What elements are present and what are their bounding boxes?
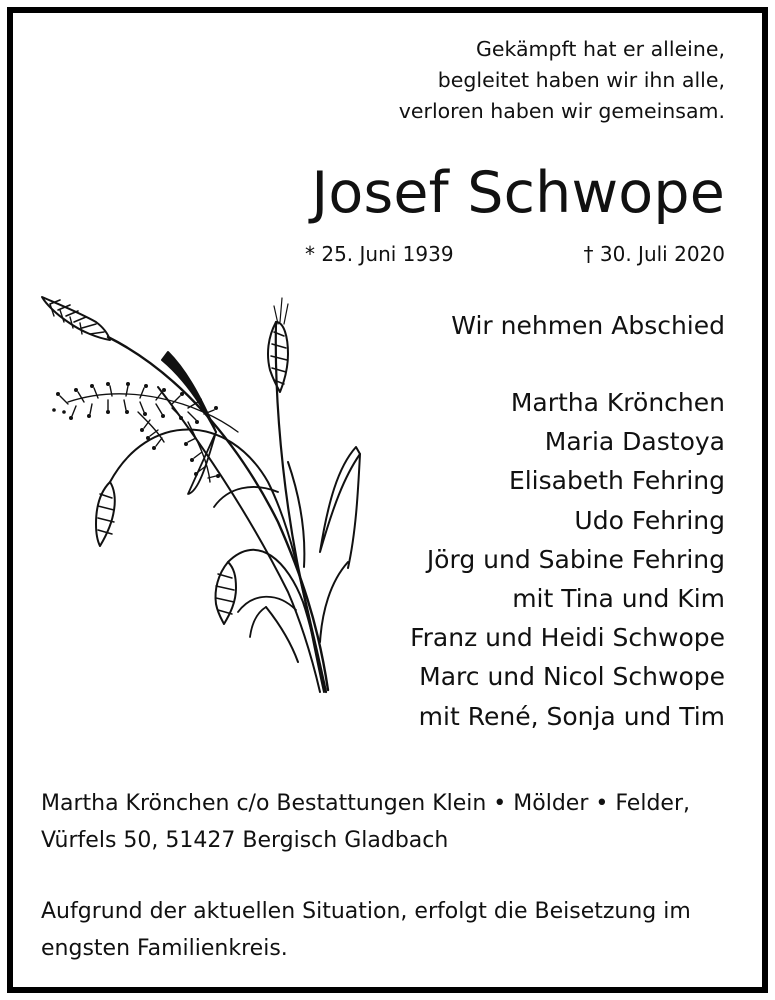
- mourner-line: Marc und Nicol Schwope: [419, 662, 725, 692]
- motto-line: Gekämpft hat er alleine,: [475, 37, 725, 61]
- notice-line: engsten Familienkreis.: [41, 936, 288, 961]
- grain-ears-illustration-icon: [38, 292, 378, 697]
- address-line: Martha Krönchen c/o Bestattungen Klein • Mölder • Felder,: [41, 791, 690, 816]
- motto-line: begleitet haben wir ihn alle,: [437, 68, 725, 92]
- mourner-line: mit Tina und Kim: [512, 584, 725, 614]
- mourner-line: Maria Dastoya: [544, 427, 725, 457]
- address-line: Vürfels 50, 51427 Bergisch Gladbach: [41, 828, 449, 853]
- mourner-line: Martha Krönchen: [510, 388, 725, 417]
- motto-verse: [305, 34, 725, 127]
- burial-notice: [41, 893, 741, 967]
- birth-date: * 25. Juni 1939: [305, 242, 454, 266]
- mourner-line: Elisabeth Fehring: [508, 466, 725, 496]
- death-date: † 30. Juli 2020: [583, 242, 725, 266]
- mourner-line: Franz und Heidi Schwope: [410, 623, 725, 653]
- life-dates: [305, 239, 725, 269]
- mourner-line: Udo Fehring: [574, 505, 725, 535]
- mourner-line: mit René, Sonja und Tim: [418, 701, 725, 731]
- motto-line: verloren haben wir gemeinsam.: [398, 99, 725, 123]
- notice-line: Aufgrund der aktuellen Situation, erfolgt die Beisetzung im: [41, 899, 691, 924]
- contact-address: [41, 785, 741, 859]
- mourner-line: Jörg und Sabine Fehring: [426, 544, 725, 574]
- farewell-heading: Wir nehmen Abschied: [451, 311, 725, 340]
- deceased-name: Josef Schwope: [311, 160, 725, 226]
